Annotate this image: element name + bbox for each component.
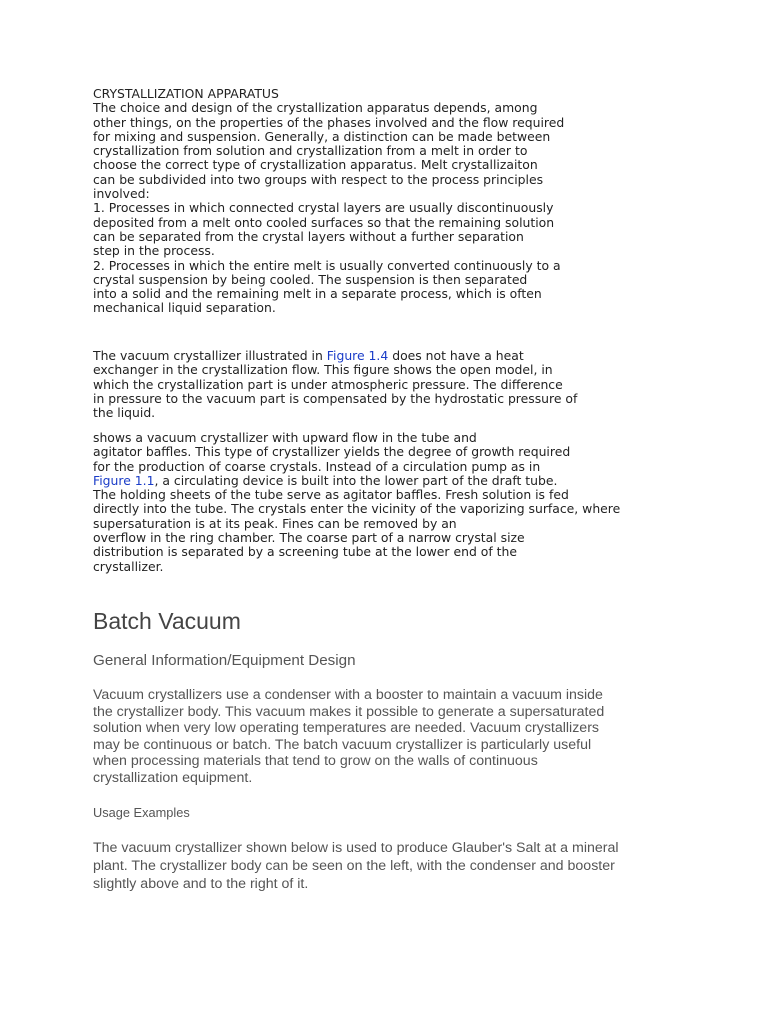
paragraph-line: shows a vacuum crystallizer with upward flow in the tube and	[93, 430, 477, 445]
paragraph-line: The vacuum crystallizer shown below is used to produce Glauber's Salt at a mineral	[93, 840, 619, 856]
paragraph-line: overflow in the ring chamber. The coarse part of a narrow crystal size	[93, 530, 525, 546]
figure-1-1-link[interactable]: Figure 1.1	[93, 472, 155, 488]
text-fragment: does not have a heat	[388, 348, 524, 363]
paragraph-line: deposited from a melt onto cooled surfaces so that the remaining solution	[93, 214, 555, 230]
paragraph-line: crystallization equipment.	[93, 769, 253, 786]
paragraph-line: other things, on the properties of the phases involved and the flow required	[93, 114, 565, 130]
paragraph-line: 1. Processes in which connected crystal layers are usually discontinuously	[93, 200, 554, 216]
paragraph-line: solution when very low operating temperatures are needed. Vacuum crystallizers	[93, 720, 600, 737]
text-fragment: The vacuum crystallizer illustrated in	[93, 348, 327, 363]
paragraph-line: can be subdivided into two groups with respect to the process principles	[93, 171, 544, 187]
paragraph-line: step in the process.	[93, 243, 215, 259]
vacuum-crystallizers-paragraph	[93, 687, 604, 787]
paragraph-line: can be separated from the crystal layers without a further separation	[93, 228, 524, 244]
paragraph-line: supersaturation is at its peak. Fines can be removed by an	[93, 515, 457, 531]
paragraph-line: agitator baffles. This type of crystallizer yields the degree of growth required	[93, 444, 571, 460]
paragraph-line: distribution is separated by a screening tube at the lower end of the	[93, 544, 517, 560]
paragraph-line	[93, 349, 693, 363]
paragraph-line: when processing materials that tend to grow on the walls of continuous	[93, 753, 538, 770]
section-heading: CRYSTALLIZATION APPARATUS	[93, 86, 279, 101]
paragraph-line: crystallizer.	[93, 558, 164, 574]
paragraph-line: 2. Processes in which the entire melt is usually converted continuously to a	[93, 257, 561, 273]
paragraph-line: plant. The crystallizer body can be seen on the left, with the condenser and booster	[93, 858, 615, 874]
text-fragment: , a circulating device is built into the lower part of the draft tube.	[154, 472, 558, 488]
paragraph-line: mechanical liquid separation.	[93, 300, 276, 316]
paragraph-line: for mixing and suspension. Generally, a distinction can be made between	[93, 128, 551, 144]
paragraph-line	[93, 474, 693, 488]
paragraph-line: exchanger in the crystallization flow. This figure shows the open model, in	[93, 362, 553, 378]
paragraph-line: slightly above and to the right of it.	[93, 876, 309, 892]
paragraph-line: crystallization from solution and crystallization from a melt in order to	[93, 143, 528, 159]
usage-examples-heading: Usage Examples	[93, 805, 190, 820]
paragraph-line: the liquid.	[93, 405, 156, 421]
paragraph-line: involved:	[93, 186, 150, 202]
paragraph-line: in pressure to the vacuum part is compensated by the hydrostatic pressure of	[93, 390, 578, 406]
paragraph-line: The holding sheets of the tube serve as agitator baffles. Fresh solution is fed	[93, 487, 569, 503]
paragraph-line: for the production of coarse crystals. Instead of a circulation pump as in	[93, 458, 541, 474]
paragraph-line: may be continuous or batch. The batch vacuum crystallizer is particularly useful	[93, 736, 592, 753]
paragraph-line: into a solid and the remaining melt in a separate process, which is often	[93, 286, 542, 302]
glaubers-salt-paragraph	[93, 839, 619, 893]
batch-vacuum-heading: Batch Vacuum	[93, 608, 241, 634]
paragraph-line: the crystallizer body. This vacuum makes it possible to generate a supersaturated	[93, 703, 605, 720]
paragraph-line: Vacuum crystallizers use a condenser with a booster to maintain a vacuum inside	[93, 687, 603, 703]
equipment-design-subheading: General Information/Equipment Design	[93, 652, 356, 669]
paragraph-line: directly into the tube. The crystals enter the vicinity of the vaporizing surface, where	[93, 501, 621, 517]
paragraph-line: choose the correct type of crystallization apparatus. Melt crystallizaiton	[93, 157, 538, 173]
vacuum-crystallizer-paragraph	[93, 349, 693, 420]
paragraph-line: crystal suspension by being cooled. The suspension is then separated	[93, 271, 528, 287]
paragraph-line: which the crystallization part is under atmospheric pressure. The difference	[93, 376, 563, 392]
paragraph-line: The choice and design of the crystallization apparatus depends, among	[93, 100, 538, 116]
figure-1-4-link[interactable]: Figure 1.4	[326, 348, 389, 363]
upward-flow-paragraph	[93, 431, 693, 574]
crystallization-apparatus-section	[93, 87, 693, 316]
